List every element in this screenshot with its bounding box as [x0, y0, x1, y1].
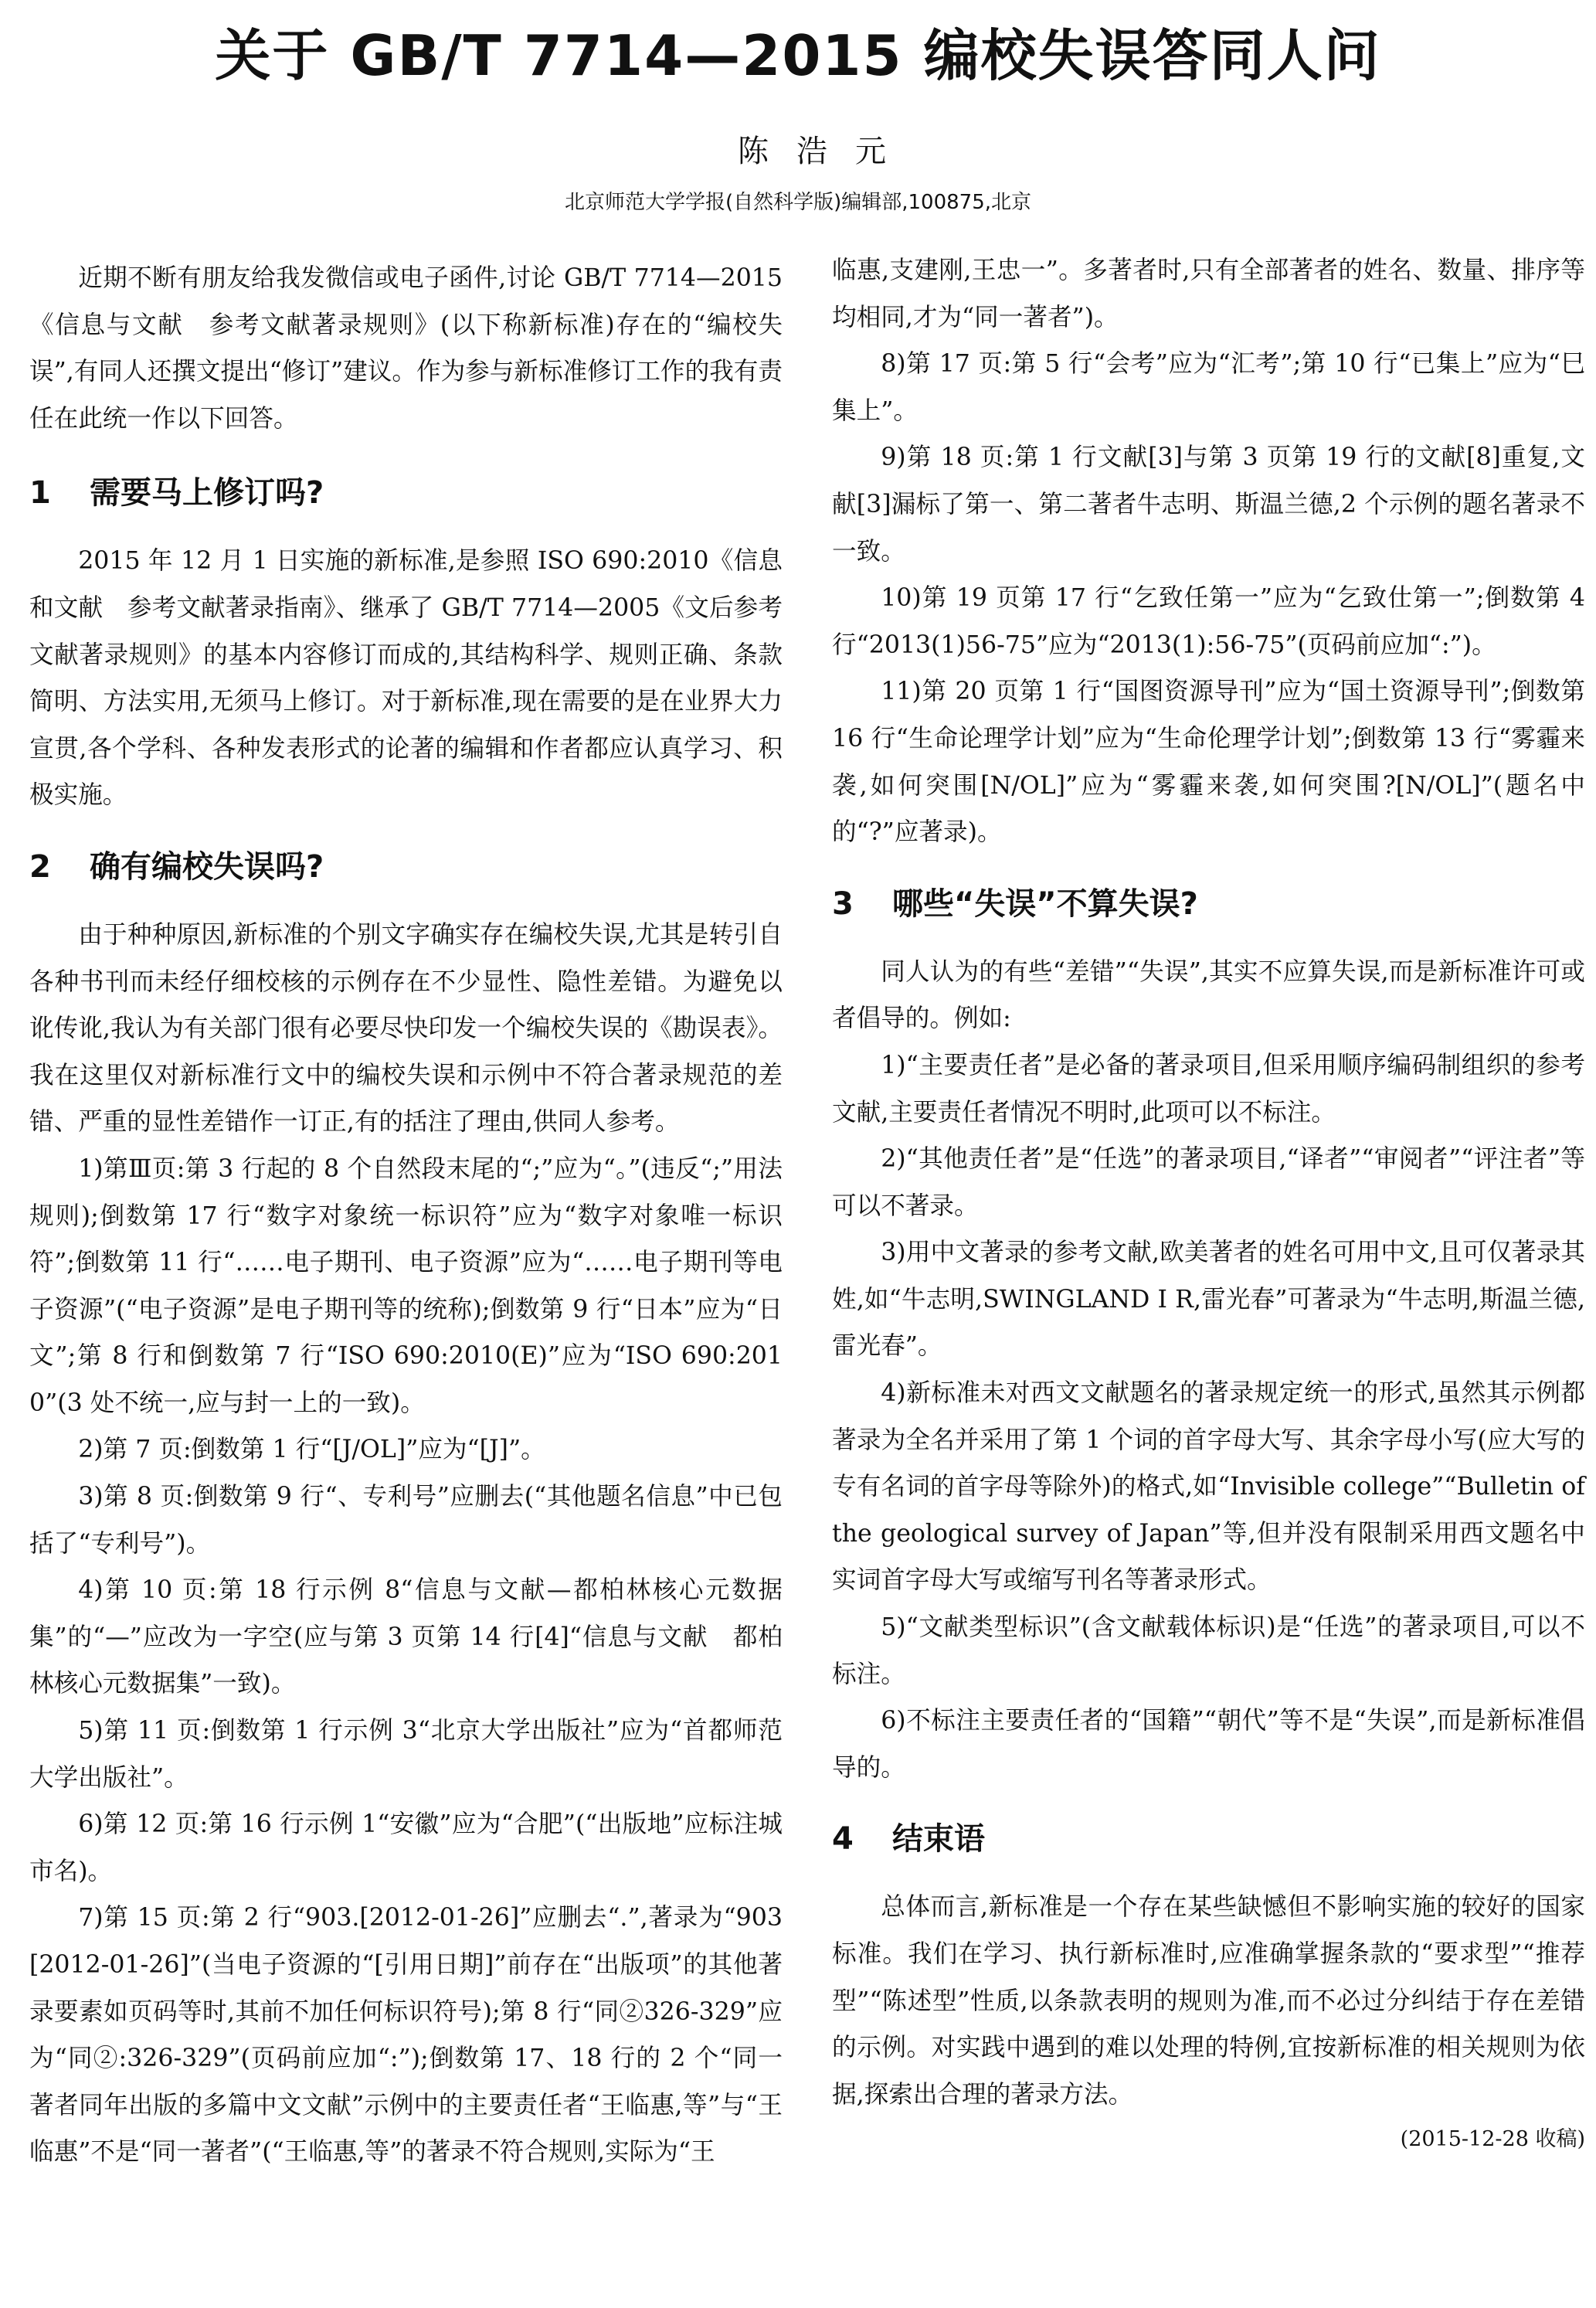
erratum-item-5: 5)第 11 页:倒数第 1 行示例 3“北京大学出版社”应为“首都师范大学出版社”。	[29, 1717, 783, 1792]
section-title: 确有编校失误吗?	[90, 848, 324, 885]
section-number: 4	[832, 1821, 854, 1858]
non-error-item-3: 3)用中文著录的参考文献,欧美著者的姓名可用中文,且可仅著录其姓,如“牛志明,SWINGLAND I R,雷光春”可著录为“牛志明,斯温兰德,雷光春”。	[832, 1239, 1585, 1361]
author-name: 陈浩元	[738, 134, 914, 169]
section-2-paragraph: 由于种种原因,新标准的个别文字确实存在编校失误,尤其是转引自各种书刊而未经仔细校核的示例存在不少显性、隐性差错。为避免以讹传讹,我认为有关部门很有必要尽快印发一个编校失误的《勘误表》。我在这里仅对新标准行文中的编校失误和示例中不符合著录规范的差错、严重的显性差错作一订正,有的括注了理由,供同人参考。	[29, 920, 783, 1137]
non-error-item-4: 4)新标准未对西文文献题名的著录规定统一的形式,虽然其示例都著录为全名并采用了第 1 个词的首字母大写、其余字母小写(应大写的专有名词的首字母等除外)的格式,如“Invisible college”“Bulletin of the geological survey of Japan”等,但并没有限制采用西文题名中实词首字母大写或缩写刊名等著录形式。	[832, 1379, 1585, 1595]
section-title: 结束语	[892, 1821, 985, 1858]
erratum-item-4: 4)第 10 页:第 18 行示例 8“信息与文献—都柏林核心元数据集”的“—”应改为一字空(应与第 3 页第 14 行[4]“信息与文献 都柏林核心元数据集”一致)。	[29, 1576, 783, 1698]
erratum-item-7-continued: 临惠,支建刚,王忠一”。多著者时,只有全部著者的姓名、数量、排序等均相同,才为“同一著者”)。	[832, 257, 1585, 331]
section-heading-2	[29, 819, 783, 912]
section-number: 3	[832, 885, 854, 922]
section-number: 2	[29, 848, 51, 885]
section-number: 1	[29, 475, 51, 512]
section-heading-4	[832, 1791, 1585, 1884]
section-3-paragraph: 同人认为的有些“差错”“失误”,其实不应算失误,而是新标准许可或者倡导的。例如:	[832, 957, 1585, 1033]
section-title: 需要马上修订吗?	[90, 475, 324, 512]
erratum-item-7: 7)第 15 页:第 2 行“903.[2012-01-26]”应删去“.”,著录为“903[2012-01-26]”(当电子资源的“[引用日期]”前存在“出版项”的其他著录要素如页码等时,其前不加任何标识符号);第 8 行“同②326-329”应为“同②:326-329”(页码前应加“:”);倒数第 17、18 行的 2 个“同一著者同年出版的多篇中文文献”示例中的主要责任者“王临惠,等”与“王临惠”不是“同一著者”(“王临惠,等”的著录不符合规则,实际为“王	[29, 1904, 783, 2167]
right-column	[832, 247, 1585, 2157]
erratum-item-10: 10)第 19 页第 17 行“乞致任第一”应为“乞致仕第一”;倒数第 4 行“2013(1)56-75”应为“2013(1):56-75”(页码前应加“:”)。	[832, 584, 1585, 659]
section-heading-3	[832, 856, 1585, 949]
author-affiliation: 北京师范大学学报(自然科学版)编辑部,100875,北京	[564, 191, 1032, 214]
erratum-item-11: 11)第 20 页第 1 行“国图资源导刊”应为“国土资源导刊”;倒数第 16 行“生命论理学计划”应为“生命伦理学计划”;倒数第 13 行“雾霾来袭,如何突围[N/OL]”应为“雾霾来袭,如何突围?[N/OL]”(题名中的“?”应著录)。	[832, 678, 1585, 847]
received-date: (2015-12-28 收稿)	[1400, 2127, 1585, 2152]
erratum-item-6: 6)第 12 页:第 16 行示例 1“安徽”应为“合肥”(“出版地”应标注城市名)。	[29, 1810, 783, 1885]
conclusion-paragraph: 总体而言,新标准是一个存在某些缺憾但不影响实施的较好的国家标准。我们在学习、执行新标准时,应准确掌握条款的“要求型”“推荐型”“陈述型”性质,以条款表明的规则为准,而不必过分纠结于存在差错的示例。对实践中遇到的难以处理的特例,宜按新标准的相关规则为依据,探索出合理的著录方法。	[832, 1893, 1585, 2109]
non-error-item-6: 6)不标注主要责任者的“国籍”“朝代”等不是“失误”,而是新标准倡导的。	[832, 1707, 1585, 1782]
section-heading-1	[29, 442, 783, 538]
non-error-item-5: 5)“文献类型标识”(含文献载体标识)是“任选”的著录项目,可以不标注。	[832, 1613, 1585, 1688]
article-title: 关于 GB/T 7714—2015 编校失误答同人问	[215, 23, 1381, 88]
erratum-item-2: 2)第 7 页:倒数第 1 行“[J/OL]”应为“[J]”。	[78, 1436, 545, 1464]
erratum-item-1: 1)第Ⅲ页:第 3 行起的 8 个自然段末尾的“;”应为“。”(违反“;”用法规则);倒数第 17 行“数字对象统一标识符”应为“数字对象唯一标识符”;倒数第 11 行“……电子期刊、电子资源”应为“……电子期刊等电子资源”(“电子资源”是电子期刊等的统称);倒数第 9 行“日本”应为“日文”;第 8 行和倒数第 7 行“ISO 690:2010(E)”应为“ISO 690:2010”(3 处不统一,应与封一上的一致)。	[29, 1154, 783, 1417]
non-error-item-1: 1)“主要责任者”是必备的著录项目,但采用顺序编码制组织的参考文献,主要责任者情况不明时,此项可以不标注。	[832, 1051, 1585, 1127]
section-1-paragraph: 2015 年 12 月 1 日实施的新标准,是参照 ISO 690:2010《信息和文献 参考文献著录指南》、继承了 GB/T 7714—2005《文后参考文献著录规则》的基本内容修订而成的,其结构科学、规则正确、条款简明、方法实用,无须马上修订。对于新标准,现在需要的是在业界大力宣贯,各个学科、各种发表形式的论著的编辑和作者都应认真学习、积极实施。	[29, 547, 783, 810]
left-column	[29, 255, 783, 2176]
erratum-item-8: 8)第 17 页:第 5 行“会考”应为“汇考”;第 10 行“已集上”应为“巳集上”。	[832, 350, 1585, 425]
erratum-item-9: 9)第 18 页:第 1 行文献[3]与第 3 页第 19 行的文献[8]重复,文献[3]漏标了第一、第二著者牛志明、斯温兰德,2 个示例的题名著录不一致。	[832, 444, 1585, 566]
erratum-item-3: 3)第 8 页:倒数第 9 行“、专利号”应删去(“其他题名信息”中已包括了“专利号”)。	[29, 1483, 783, 1558]
intro-paragraph: 近期不断有朋友给我发微信或电子函件,讨论 GB/T 7714—2015《信息与文献 参考文献著录规则》(以下称新标准)存在的“编校失误”,有同人还撰文提出“修订”建议。作为参与新标准修订工作的我有责任在此统一作以下回答。	[29, 264, 783, 433]
non-error-item-2: 2)“其他责任者”是“任选”的著录项目,“译者”“审阅者”“评注者”等可以不著录。	[832, 1145, 1585, 1220]
section-title: 哪些“失误”不算失误?	[892, 885, 1198, 922]
